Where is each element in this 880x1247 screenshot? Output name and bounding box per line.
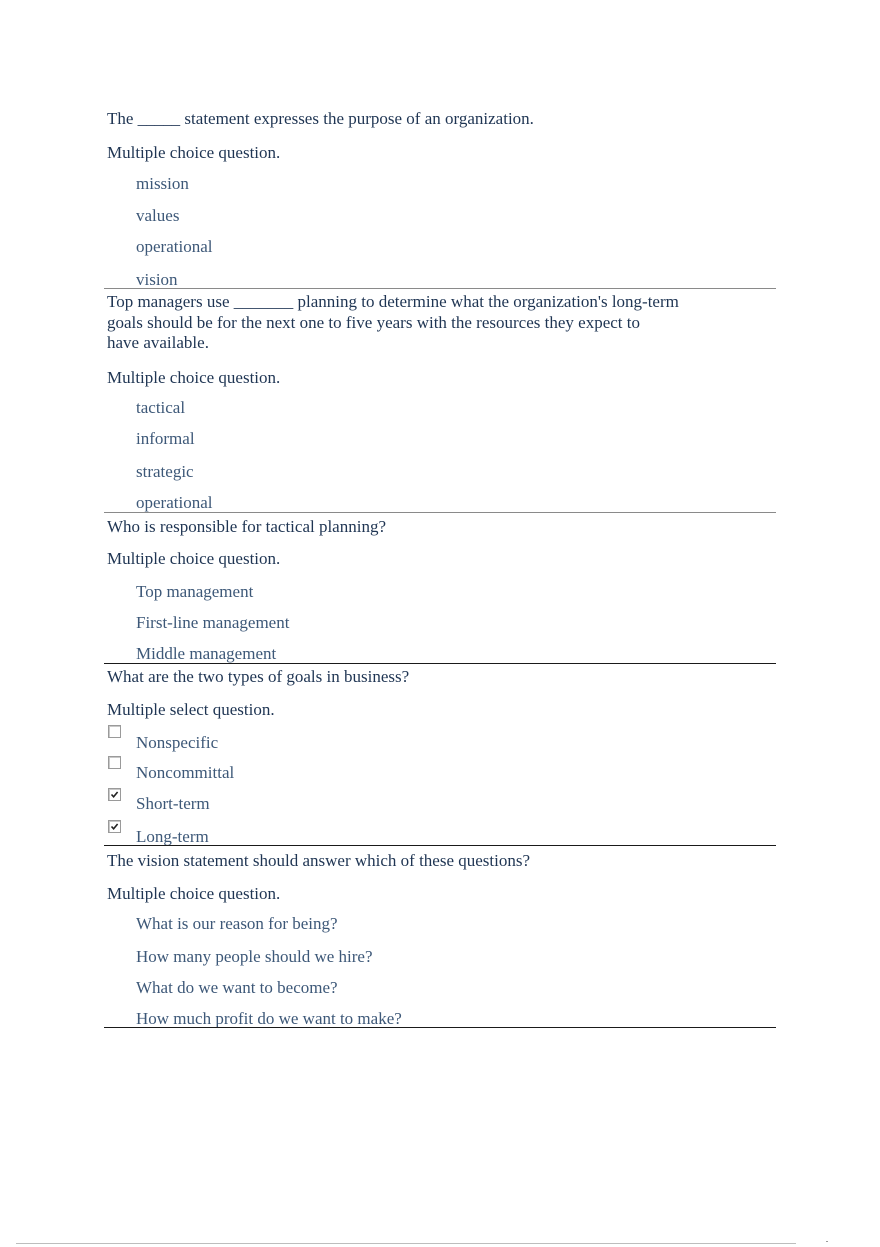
option-long-term[interactable]: Long-term: [136, 827, 209, 846]
option-mission[interactable]: mission: [136, 174, 189, 193]
option-tactical[interactable]: tactical: [136, 398, 186, 417]
footer-mark: [826, 1241, 828, 1242]
question-type: Multiple choice question.: [107, 549, 281, 568]
footer-divider: [16, 1243, 796, 1244]
question-type: Multiple choice question.: [107, 368, 281, 387]
question-divider: [104, 663, 776, 664]
question-type: Multiple choice question.: [107, 143, 281, 162]
checkbox-long-term[interactable]: [108, 820, 121, 833]
question-stem: The _____ statement expresses the purpose of an organization.: [107, 109, 534, 128]
option-short-term[interactable]: Short-term: [136, 794, 210, 813]
checkbox-short-term[interactable]: [108, 788, 121, 801]
question-stem-line: have available.: [107, 333, 209, 352]
question-stem: [107, 292, 717, 354]
option-first-line-management[interactable]: First-line management: [136, 613, 290, 632]
option-noncommittal[interactable]: Noncommittal: [136, 763, 235, 782]
question-divider: [104, 288, 776, 289]
question-stem-line: goals should be for the next one to five years with the resources they expect to: [107, 312, 640, 332]
option-profit[interactable]: How much profit do we want to make?: [136, 1009, 402, 1028]
question-divider: [104, 1027, 776, 1028]
option-reason-for-being[interactable]: What is our reason for being?: [136, 914, 338, 933]
option-top-management[interactable]: Top management: [136, 582, 254, 601]
option-middle-management[interactable]: Middle management: [136, 644, 277, 663]
option-want-to-become[interactable]: What do we want to become?: [136, 978, 338, 997]
checkbox-noncommittal[interactable]: [108, 756, 121, 769]
option-operational[interactable]: operational: [136, 493, 213, 512]
question-stem-line: Top managers use _______ planning to determine what the organization's long-term: [107, 292, 679, 311]
question-stem: Who is responsible for tactical planning?: [107, 517, 386, 536]
checkmark-icon: [110, 822, 119, 831]
option-values[interactable]: values: [136, 206, 180, 225]
question-type: Multiple select question.: [107, 700, 275, 719]
checkbox-nonspecific[interactable]: [108, 725, 121, 738]
option-informal[interactable]: informal: [136, 429, 195, 448]
question-stem: What are the two types of goals in business?: [107, 667, 410, 686]
question-type: Multiple choice question.: [107, 884, 281, 903]
option-nonspecific[interactable]: Nonspecific: [136, 733, 219, 752]
question-divider: [104, 845, 776, 846]
option-vision[interactable]: vision: [136, 270, 178, 289]
question-stem: The vision statement should answer which of these questions?: [107, 851, 531, 870]
option-strategic[interactable]: strategic: [136, 462, 194, 481]
option-people-to-hire[interactable]: How many people should we hire?: [136, 947, 373, 966]
question-divider: [104, 512, 776, 513]
checkmark-icon: [110, 790, 119, 799]
option-operational[interactable]: operational: [136, 237, 213, 256]
